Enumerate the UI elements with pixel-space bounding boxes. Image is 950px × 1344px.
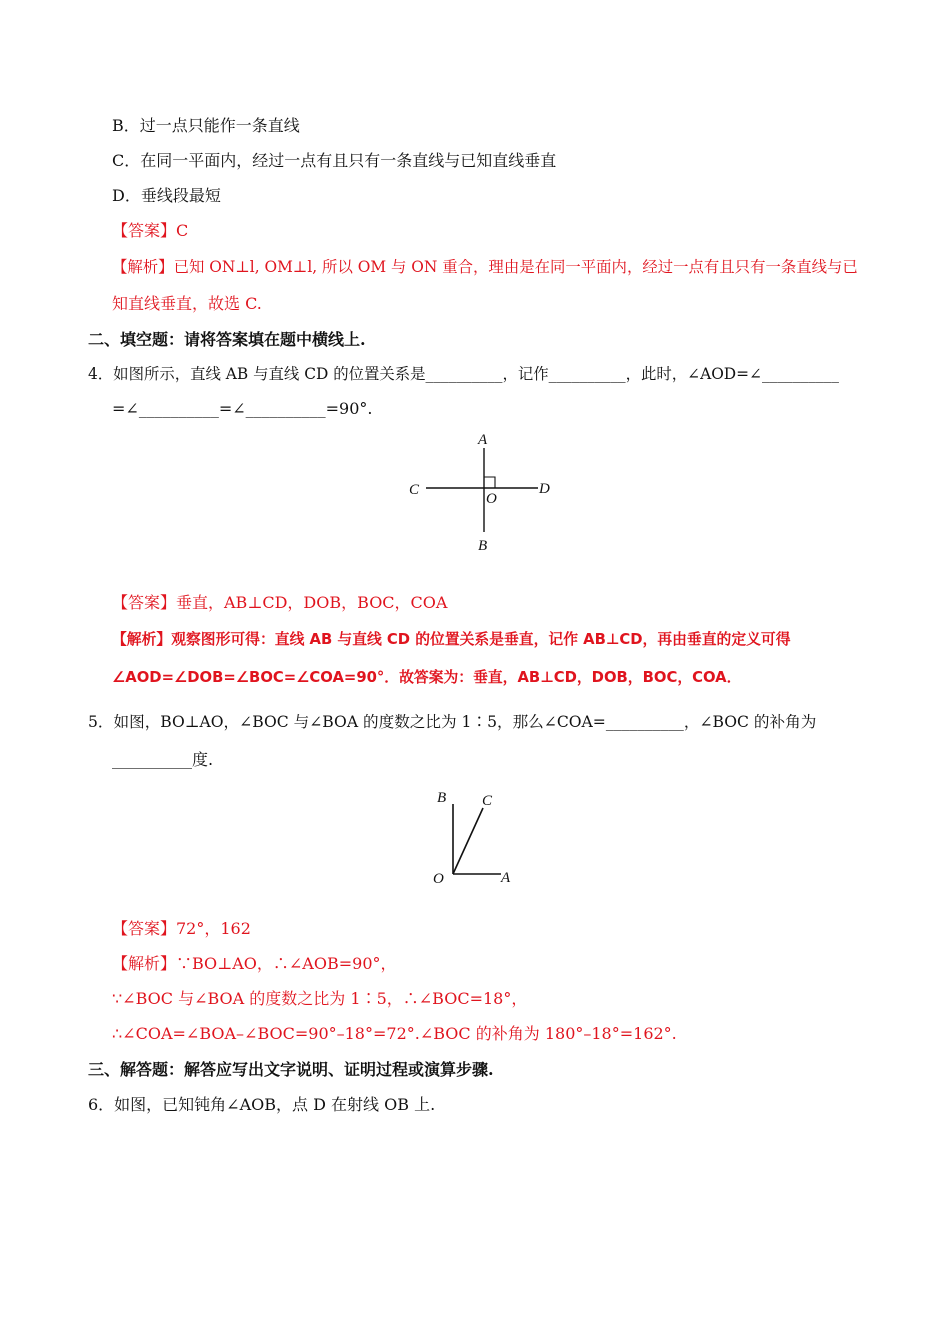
q5-text-line1: 5．如图，BO⊥AO，∠BOC 与∠BOA 的度数之比为 1∶5，那么∠COA=__________，∠BOC 的补角为 bbox=[88, 713, 817, 731]
q5-angle-figure bbox=[425, 786, 525, 890]
q3-option-d: D．垂线段最短 bbox=[112, 186, 221, 205]
q4-text-line2: =∠__________=∠__________=90°. bbox=[112, 399, 373, 418]
q5-answer: 【答案】72°，162 bbox=[112, 919, 251, 938]
q5-analysis-line2: ∵∠BOC 与∠BOA 的度数之比为 1∶5，∴∠BOC=18°， bbox=[112, 989, 528, 1008]
ray-oc bbox=[453, 808, 483, 874]
q4-analysis-line2: ∠AOD=∠DOB=∠BOC=∠COA=90°．故答案为：垂直，AB⊥CD，DOB，BOC，COA． bbox=[112, 669, 742, 686]
q3-answer: 【答案】C bbox=[112, 221, 189, 240]
section-3-heading: 三、解答题：解答应写出文字说明、证明过程或演算步骤. bbox=[88, 1060, 494, 1079]
q6-text-line1: 6．如图，已知钝角∠AOB，点 D 在射线 OB 上. bbox=[88, 1095, 436, 1114]
q4-analysis-line1: 【解析】观察图形可得：直线 AB 与直线 CD 的位置关系是垂直，记作 AB⊥CD，再由垂直的定义可得 bbox=[112, 631, 791, 648]
q3-option-b: B．过一点只能作一条直线 bbox=[112, 116, 300, 135]
q3-analysis-line2: 知直线垂直，故选 C. bbox=[112, 294, 262, 313]
label-c: C bbox=[482, 793, 493, 809]
q3-analysis-line1: 【解析】已知 ON⊥l, OM⊥l, 所以 OM 与 ON 重合，理由是在同一平面内，经过一点有且只有一条直线与已 bbox=[112, 258, 858, 276]
label-b: B bbox=[478, 538, 488, 554]
label-c: C bbox=[409, 482, 420, 498]
label-a: A bbox=[501, 870, 511, 886]
q4-perpendicular-figure bbox=[400, 428, 560, 556]
q4-text-line1: 4．如图所示，直线 AB 与直线 CD 的位置关系是__________，记作__________，此时，∠AOD=∠__________ bbox=[88, 365, 839, 383]
label-a: A bbox=[478, 432, 488, 448]
label-d: D bbox=[539, 481, 550, 497]
label-o: O bbox=[433, 871, 444, 887]
q5-analysis-line3: ∴∠COA=∠BOA–∠BOC=90°–18°=72°.∠BOC 的补角为 180°–18°=162°. bbox=[112, 1024, 677, 1043]
q5-analysis-line1: 【解析】∵BO⊥AO，∴∠AOB=90°， bbox=[112, 954, 397, 973]
label-o: O bbox=[486, 491, 497, 507]
label-b: B bbox=[437, 790, 447, 806]
q5-text-line2: __________度. bbox=[112, 750, 214, 769]
q3-option-c: C．在同一平面内，经过一点有且只有一条直线与已知直线垂直 bbox=[112, 151, 557, 170]
section-2-heading: 二、填空题：请将答案填在题中横线上. bbox=[88, 330, 366, 349]
q4-answer: 【答案】垂直，AB⊥CD，DOB，BOC，COA bbox=[112, 593, 448, 612]
right-angle-mark bbox=[484, 477, 495, 488]
